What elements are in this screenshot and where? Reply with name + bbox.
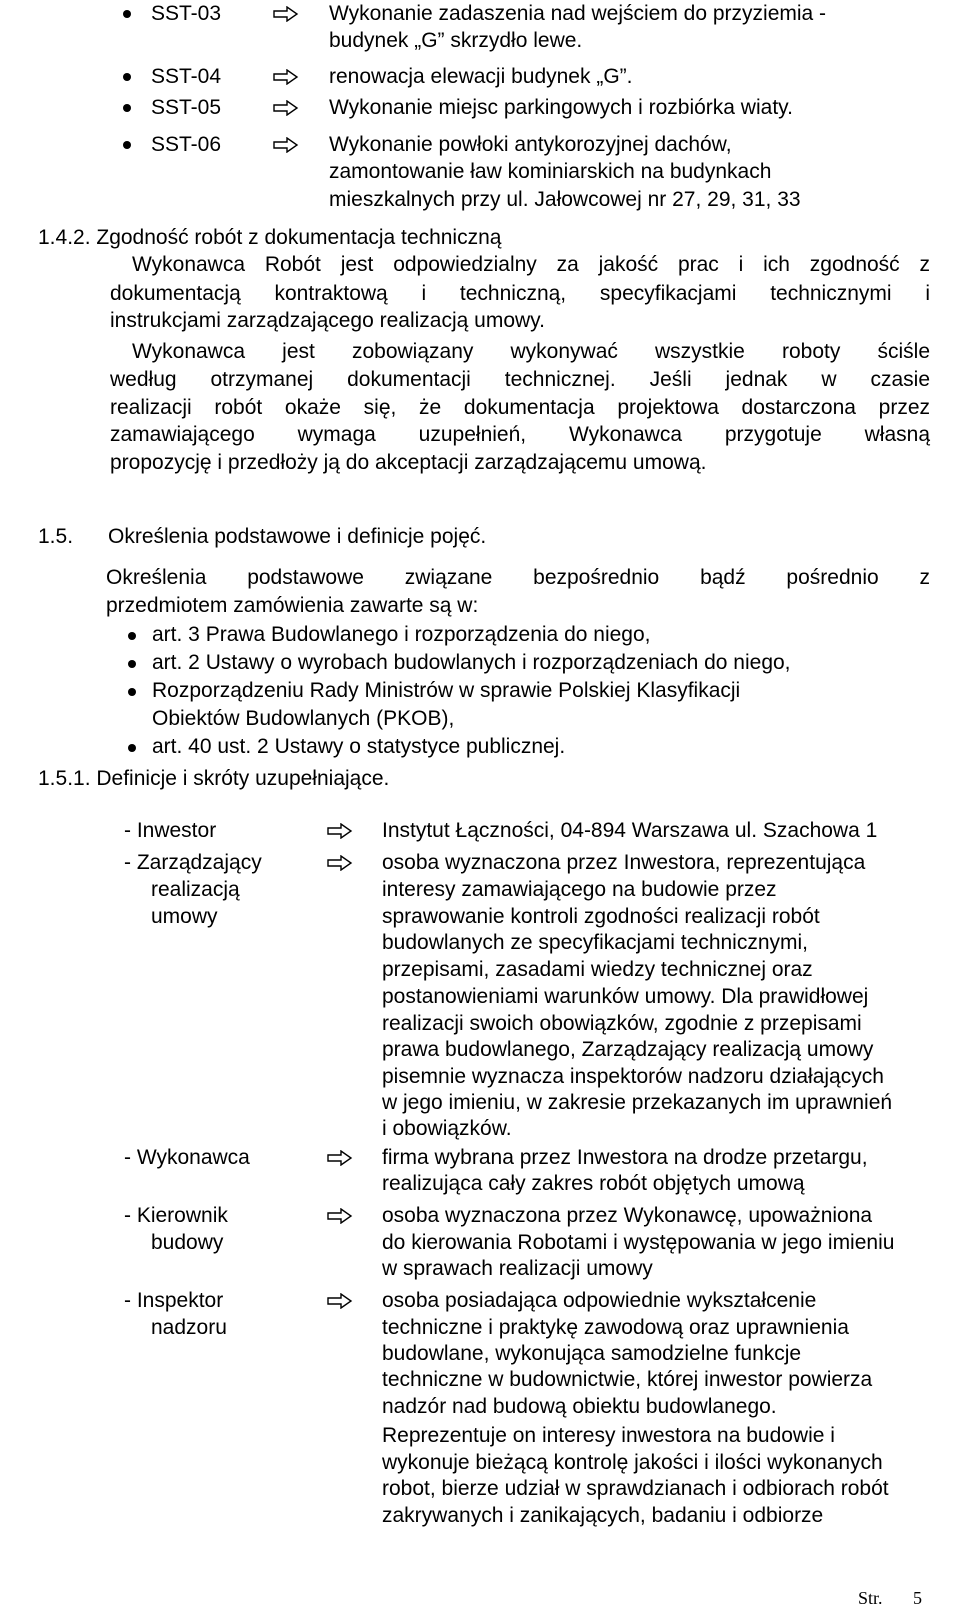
definition-text: techniczne i praktykę zawodową oraz uprawnienia [382,1316,849,1339]
definition-text: prawa budowlanego, Zarządzający realizacją umowy [382,1038,874,1061]
sst-desc-line: zamontowanie ław kominiarskich na budynkach [329,160,772,183]
definition-term: budowy [151,1231,224,1254]
definition-text: techniczne w budownictwie, której inwestor powierza [382,1368,873,1391]
sst-code: SST-05 [151,96,222,119]
list-item: art. 3 Prawa Budowlanego i rozporządzenia do niego, [152,623,651,646]
section-heading: 1.5.1. Definicje i skróty uzupełniające. [38,767,390,790]
definition-text: przepisami, zasadami wiedzy technicznej oraz [382,958,813,981]
definition-text: i obowiązków. [382,1117,512,1140]
paragraph-line: Określenia podstawowe związane bezpośrednio bądź pośrednio z [106,566,930,589]
definition-term: realizacją [151,878,240,901]
definition-text: osoba wyznaczona przez Wykonawcę, upoważniona [382,1204,873,1227]
bullet-icon [123,141,131,149]
arrow-right-icon [273,6,299,22]
definition-text: Reprezentuje on interesy inwestora na budowie i [382,1424,835,1447]
definition-text: postanowieniami warunków umowy. Dla prawidłowej [382,985,869,1008]
bullet-icon [128,660,136,668]
definition-text: osoba wyznaczona przez Inwestora, reprezentująca [382,851,866,874]
arrow-right-icon [327,1150,353,1166]
list-item: Obiektów Budowlanych (PKOB), [152,707,455,730]
definition-text: firma wybrana przez Inwestora na drodze przetargu, [382,1146,868,1169]
sst-desc-line: budynek „G” skrzydło lewe. [329,29,583,52]
paragraph-line: propozycję i przedłoży ją do akceptacji zarządzającemu umową. [110,451,707,474]
page-number: 5 [913,1588,922,1608]
list-item: art. 40 ust. 2 Ustawy o statystyce publicznej. [152,735,566,758]
definition-term: nadzoru [151,1316,227,1339]
paragraph-line: instrukcjami zarządzającego realizacją umowy. [110,309,545,332]
definition-term: - Inspektor [124,1289,224,1312]
arrow-right-icon [273,137,299,153]
definition-text: Instytut Łączności, 04-894 Warszawa ul. Szachowa 1 [382,819,878,842]
definition-term: - Inwestor [124,819,217,842]
paragraph-line: Wykonawca Robót jest odpowiedzialny za jakość prac i ich zgodność z [132,253,930,276]
definition-text: w jego imieniu, w zakresie przekazanych im uprawnień [382,1091,893,1114]
definition-term: umowy [151,905,218,928]
arrow-right-icon [273,100,299,116]
sst-code: SST-06 [151,133,222,156]
arrow-right-icon [327,855,353,871]
arrow-right-icon [327,1293,353,1309]
bullet-icon [123,104,131,112]
definition-text: robot, bierze udział w sprawdzianach i odbiorach robót [382,1477,889,1500]
arrow-right-icon [273,69,299,85]
definition-term: - Wykonawca [124,1146,250,1169]
definition-text: sprawowanie kontroli zgodności realizacji robót [382,905,820,928]
sst-desc-line: Wykonanie zadaszenia nad wejściem do przyziemia - [329,2,827,25]
bullet-icon [123,73,131,81]
definition-text: wykonuje bieżącą kontrolę jakości i ilości wykonanych [382,1451,883,1474]
definition-text: interesy zamawiającego na budowie przez [382,878,777,901]
paragraph-line: dokumentacją kontraktową i techniczną, specyfikacjami technicznymi i [110,282,930,305]
definition-text: realizująca cały zakres robót objętych umową [382,1172,805,1195]
section-number: 1.5. [38,525,74,548]
paragraph-line: realizacji robót okaże się, że dokumentacja projektowa dostarczona przez [110,396,930,419]
bullet-icon [128,744,136,752]
definition-text: realizacji swoich obowiązków, zgodnie z przepisami [382,1012,862,1035]
sst-desc-line: Wykonanie powłoki antykorozyjnej dachów, [329,133,732,156]
sst-code: SST-04 [151,65,222,88]
section-title: Określenia podstawowe i definicje pojęć. [108,525,487,548]
bullet-icon [123,10,131,18]
definition-text: nadzór nad budową obiektu budowlanego. [382,1395,777,1418]
definition-text: w sprawach realizacji umowy [382,1257,653,1280]
sst-code: SST-03 [151,2,222,25]
bullet-icon [128,688,136,696]
list-item: art. 2 Ustawy o wyrobach budowlanych i rozporządzeniach do niego, [152,651,791,674]
sst-desc-line: mieszkalnych przy ul. Jałowcowej nr 27, 29, 31, 33 [329,188,801,211]
arrow-right-icon [327,823,353,839]
list-item: Rozporządzeniu Rady Ministrów w sprawie Polskiej Klasyfikacji [152,679,741,702]
sst-desc-line: renowacja elewacji budynek „G”. [329,65,633,88]
paragraph-line: zamawiającego wymaga uzupełnień, Wykonawca przygotuje własną [110,423,930,446]
sst-desc-line: Wykonanie miejsc parkingowych i rozbiórka wiaty. [329,96,793,119]
definition-text: do kierowania Robotami i występowania w jego imieniu [382,1231,895,1254]
definition-text: pisemnie wyznacza inspektorów nadzoru działających [382,1065,884,1088]
definition-term: - Kierownik [124,1204,228,1227]
section-heading: 1.4.2. Zgodność robót z dokumentacja techniczną [38,226,502,249]
bullet-icon [128,632,136,640]
definition-text: osoba posiadająca odpowiednie wykształcenie [382,1289,817,1312]
paragraph-line: Wykonawca jest zobowiązany wykonywać wszystkie roboty ściśle [132,340,930,363]
paragraph-line: przedmiotem zamówienia zawarte są w: [106,594,479,617]
arrow-right-icon [327,1208,353,1224]
paragraph-line: według otrzymanej dokumentacji technicznej. Jeśli jednak w czasie [110,368,930,391]
definition-term: - Zarządzający [124,851,262,874]
definition-text: budowlane, wykonująca samodzielne funkcje [382,1342,802,1365]
definition-text: budowlanych ze specyfikacjami technicznymi, [382,931,809,954]
page-label: Str. [858,1588,883,1608]
definition-text: zakrywanych i zanikających, badaniu i odbiorze [382,1504,824,1527]
